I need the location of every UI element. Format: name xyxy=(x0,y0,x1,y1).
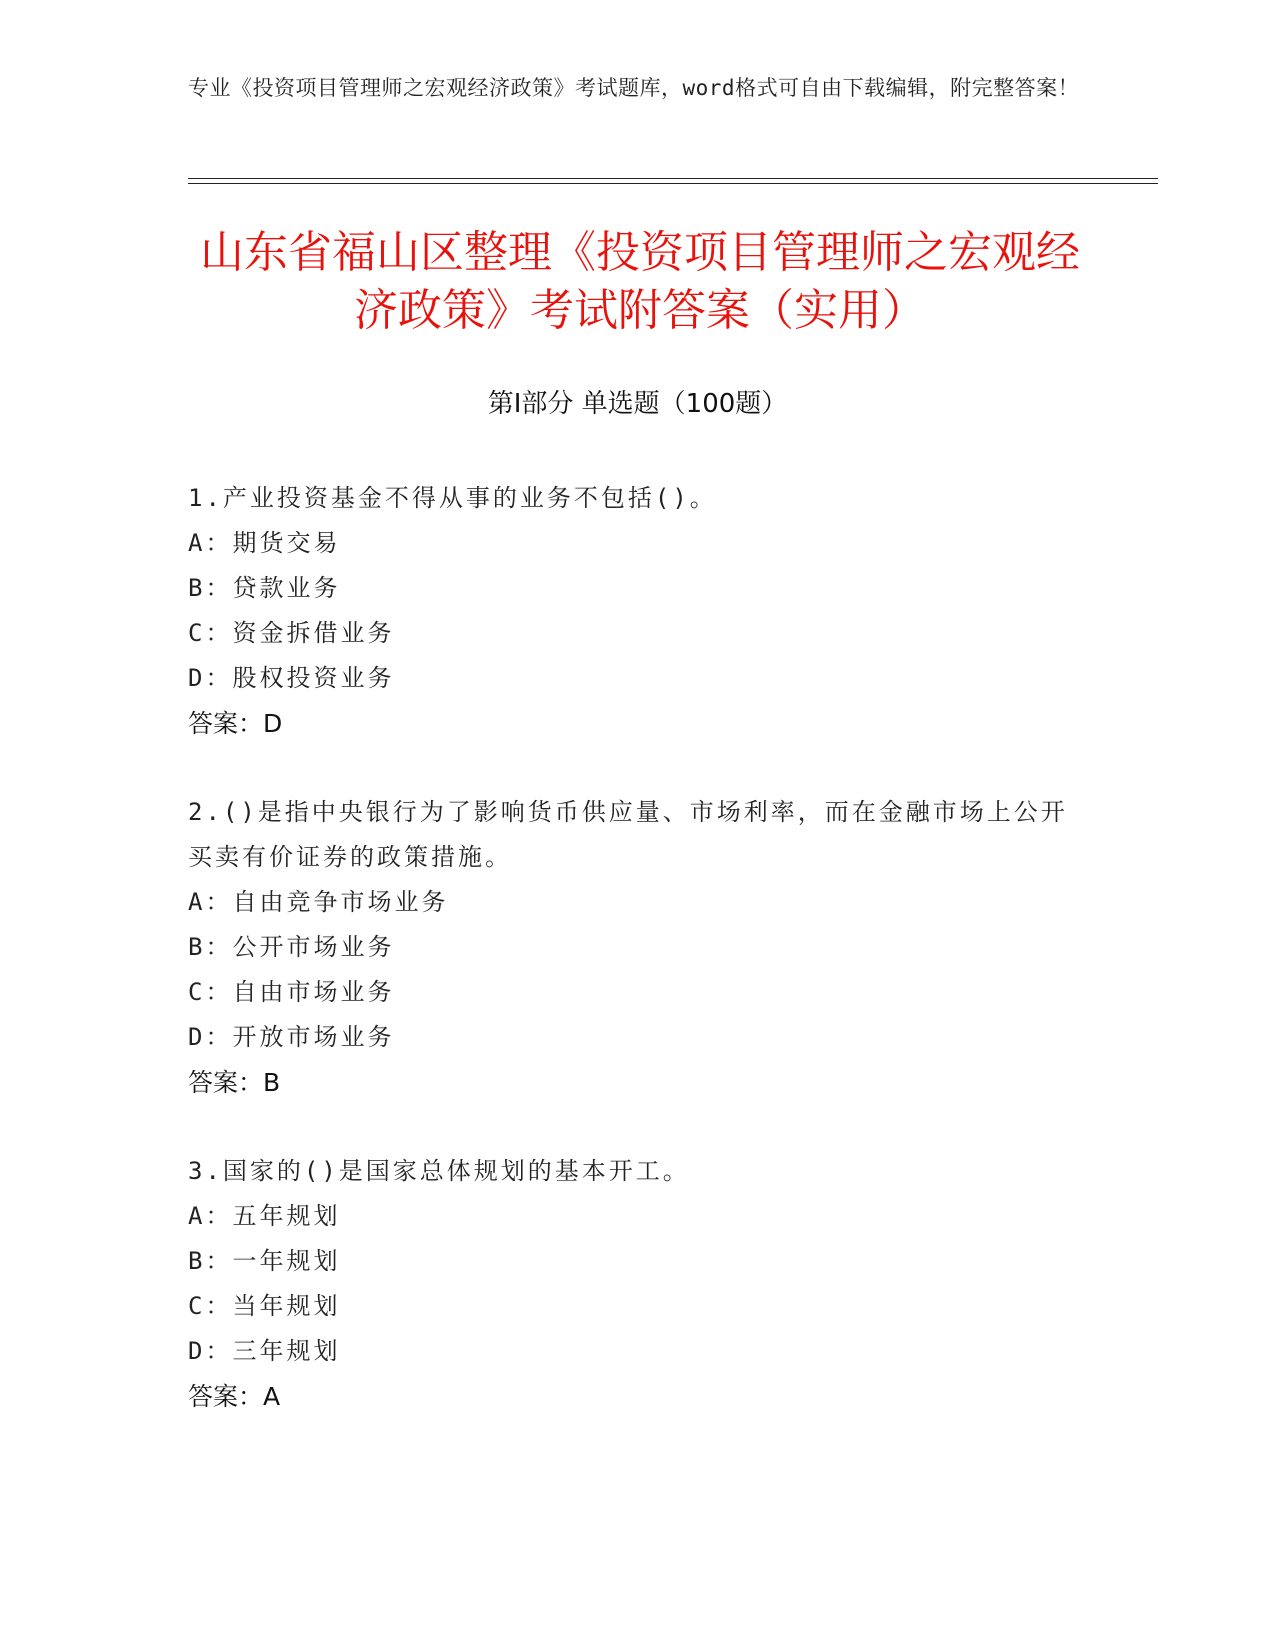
document-title: 山东省福山区整理《投资项目管理师之宏观经济政策》考试附答案（实用） xyxy=(200,227,1080,336)
answer: 答案：A xyxy=(188,1382,281,1411)
option-a: A：自由竞争市场业务 xyxy=(188,888,449,916)
question-1 xyxy=(188,476,1068,746)
option-b: B：一年规划 xyxy=(188,1247,341,1275)
question-2 xyxy=(188,790,1068,1105)
option-b: B：贷款业务 xyxy=(188,574,341,602)
question-stem: 3.国家的()是国家总体规划的基本开工。 xyxy=(188,1157,690,1185)
option-b: B：公开市场业务 xyxy=(188,933,395,961)
header-note: 专业《投资项目管理师之宏观经济政策》考试题库，word格式可自由下载编辑，附完整答案！ xyxy=(188,76,1080,100)
section-heading: 第Ⅰ部分 单选题（100题） xyxy=(487,389,788,419)
option-c: C：资金拆借业务 xyxy=(188,619,395,647)
option-d: D：开放市场业务 xyxy=(188,1023,395,1051)
question-stem: 1.产业投资基金不得从事的业务不包括()。 xyxy=(188,484,717,512)
question-stem: 2.()是指中央银行为了影响货币供应量、市场利率，而在金融市场上公开买卖有价证券的政策措施。 xyxy=(188,798,1068,871)
option-c: C：当年规划 xyxy=(188,1292,341,1320)
option-a: A：期货交易 xyxy=(188,529,341,557)
option-d: D：股权投资业务 xyxy=(188,664,395,692)
header-divider-bottom xyxy=(188,183,1158,184)
question-list xyxy=(188,476,1068,1463)
answer: 答案：B xyxy=(188,1068,281,1097)
option-d: D：三年规划 xyxy=(188,1337,341,1365)
option-a: A：五年规划 xyxy=(188,1202,341,1230)
answer: 答案：D xyxy=(188,709,283,738)
question-3 xyxy=(188,1149,1068,1419)
header-divider-top xyxy=(188,178,1158,179)
option-c: C：自由市场业务 xyxy=(188,978,395,1006)
